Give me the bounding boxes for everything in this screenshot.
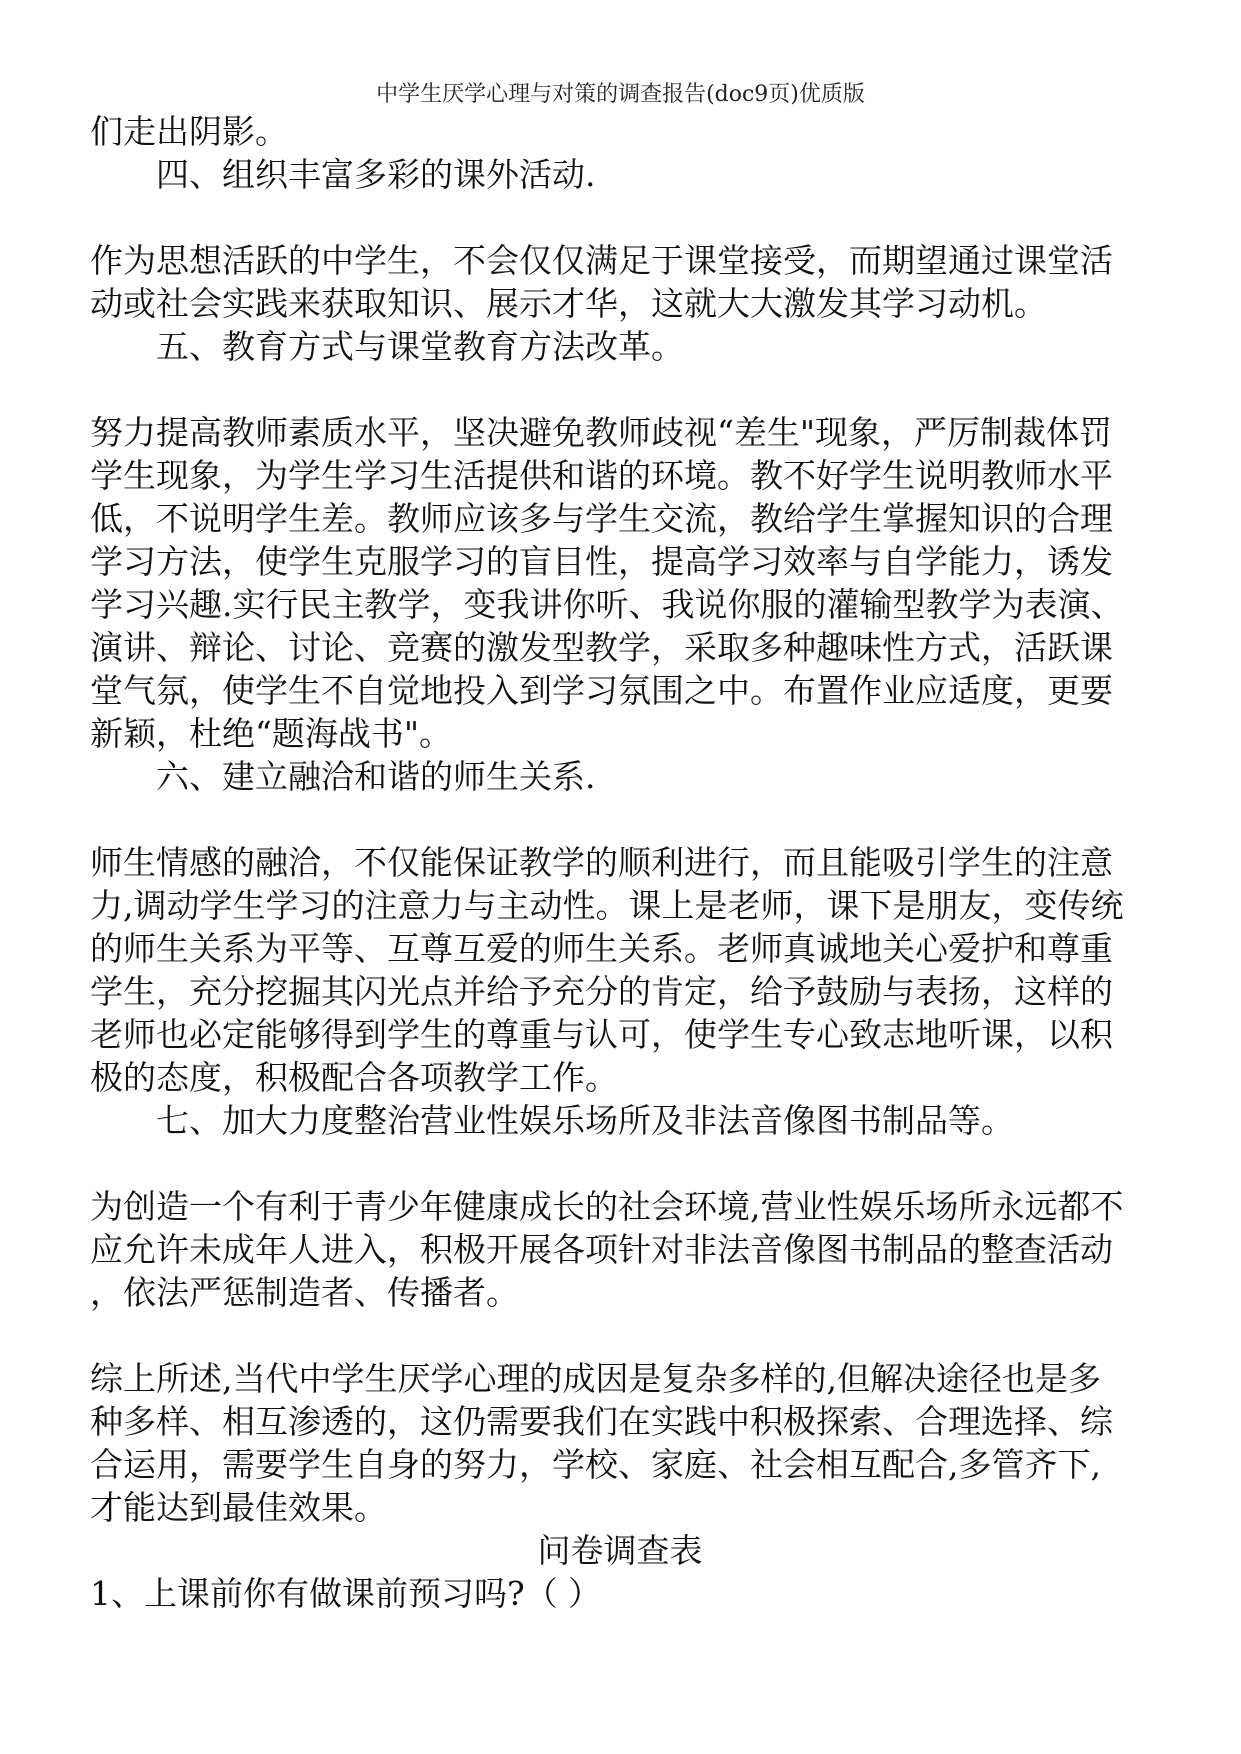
page-header: 中学生厌学心理与对策的调查报告(doc9页)优质版 <box>376 82 865 107</box>
text-line: 为创造一个有利于青少年健康成长的社会环境,营业性娱乐场所永远都不 <box>90 1187 1124 1226</box>
text-line: 努力提高教师素质水平，坚决避免教师歧视“差生"现象，严厉制裁体罚 <box>90 413 1113 452</box>
section-heading-7: 七、加大力度整治营业性娱乐场所及非法音像图书制品等。 <box>156 1101 1014 1140</box>
text-line: 合运用，需要学生自身的努力，学校、家庭、社会相互配合,多管齐下, <box>90 1445 1101 1484</box>
text-line: 学习方法，使学生克服学习的盲目性，提高学习效率与自学能力，诱发 <box>90 542 1113 581</box>
text-line: 学生，充分挖掘其闪光点并给予充分的肯定，给予鼓励与表扬，这样的 <box>90 972 1113 1011</box>
text-line: 演讲、辩论、讨论、竞赛的激发型教学，采取多种趣味性方式，活跃课 <box>90 628 1113 667</box>
survey-title: 问卷调查表 <box>537 1531 703 1570</box>
text-line: 才能达到最佳效果。 <box>90 1488 387 1527</box>
section-heading-4: 四、组织丰富多彩的课外活动. <box>156 155 596 194</box>
text-line: ，依法严惩制造者、传播者。 <box>90 1273 519 1312</box>
text-line: 极的态度，积极配合各项教学工作。 <box>90 1058 618 1097</box>
text-line: 力,调动学生学习的注意力与主动性。课上是老师，课下是朋友，变传统 <box>90 886 1124 925</box>
document-body <box>90 110 1150 1615</box>
section-heading-5: 五、教育方式与课堂教育方法改革。 <box>156 327 684 366</box>
text-line: 种多样、相互渗透的，这仍需要我们在实践中积极探索、合理选择、综 <box>90 1402 1113 1441</box>
text-line: 综上所述,当代中学生厌学心理的成因是复杂多样的,但解决途径也是多 <box>90 1359 1101 1398</box>
text-line: 动或社会实践来获取知识、展示才华，这就大大激发其学习动机。 <box>90 284 1047 323</box>
text-line: 师生情感的融洽，不仅能保证教学的顺利进行，而且能吸引学生的注意 <box>90 843 1113 882</box>
text-line: 学生现象，为学生学习生活提供和谐的环境。教不好学生说明教师水平 <box>90 456 1113 495</box>
text-line: 学习兴趣.实行民主教学，变我讲你听、我说你服的灌输型教学为表演、 <box>90 585 1124 624</box>
text-line: 作为思想活跃的中学生，不会仅仅满足于课堂接受，而期望通过课堂活 <box>90 241 1113 280</box>
text-line: 应允许未成年人进入，积极开展各项针对非法音像图书制品的整查活动 <box>90 1230 1113 1269</box>
text-line: 老师也必定能够得到学生的尊重与认可，使学生专心致志地听课，以积 <box>90 1015 1113 1054</box>
text-line: 堂气氛，使学生不自觉地投入到学习氛围之中。布置作业应适度，更要 <box>90 671 1113 710</box>
text-line: 低，不说明学生差。教师应该多与学生交流，教给学生掌握知识的合理 <box>90 499 1113 538</box>
text-line: 的师生关系为平等、互尊互爱的师生关系。老师真诚地关心爱护和尊重 <box>90 929 1113 968</box>
text-line: 新颖，杜绝“题海战书"。 <box>90 714 453 753</box>
text-line: 们走出阴影。 <box>90 112 288 151</box>
survey-question-1: 1、上课前你有做课前预习吗?（ ） <box>90 1574 602 1613</box>
section-heading-6: 六、建立融洽和谐的师生关系. <box>156 757 596 796</box>
